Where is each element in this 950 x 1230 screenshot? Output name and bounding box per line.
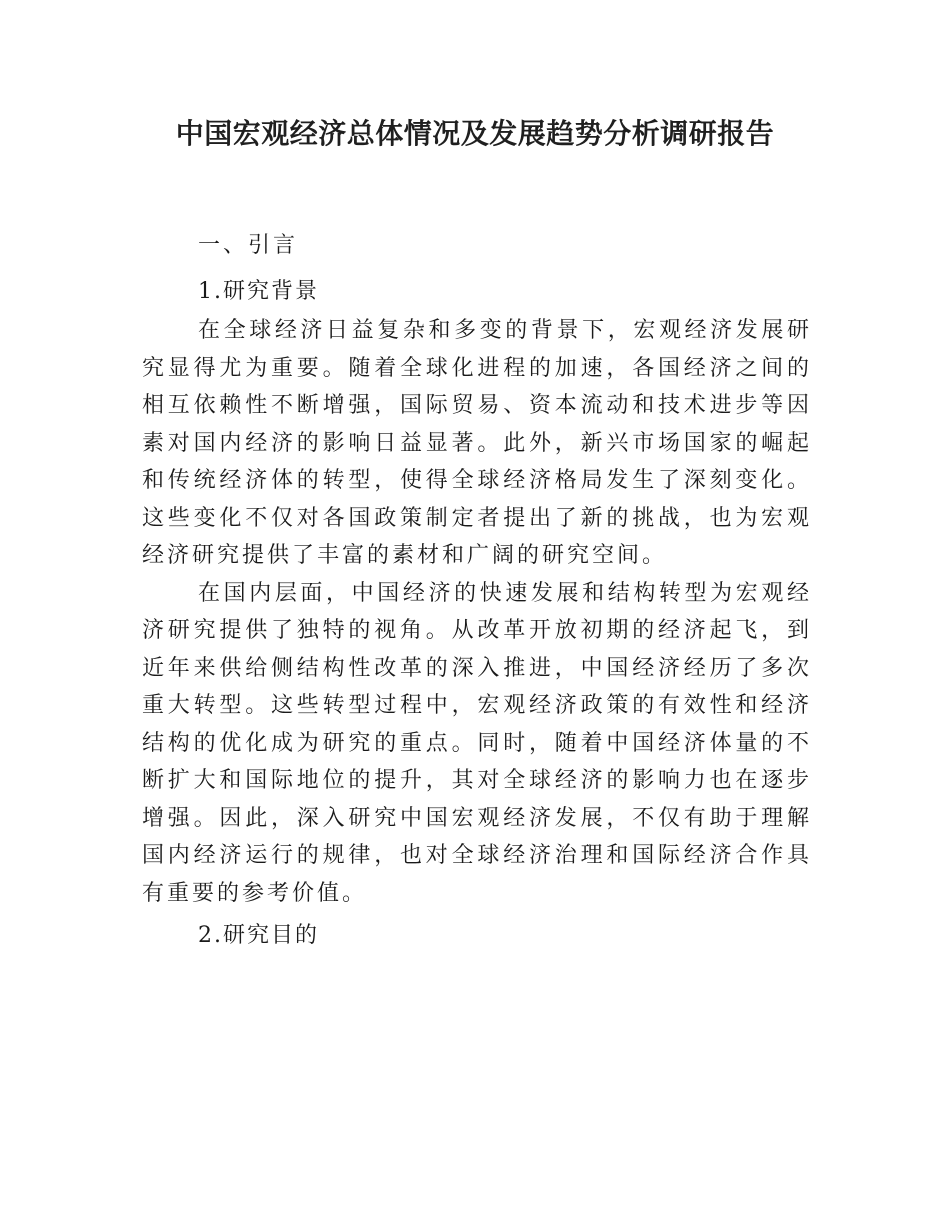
section-heading-introduction: 一、引言: [198, 233, 299, 258]
paragraph-background-global: 在全球经济日益复杂和多变的背景下，宏观经济发展研究显得尤为重要。随着全球化进程的加速，各国经济之间的相互依赖性不断增强，国际贸易、资本流动和技术进步等因素对国内经济的影响日益显著。此外，新兴市场国家的崛起和传统经济体的转型，使得全球经济格局发生了深刻变化。这些变化不仅对各国政策制定者提出了新的挑战，也为宏观经济研究提供了丰富的素材和广阔的研究空间。: [142, 318, 812, 568]
paragraph-background-domestic: 在国内层面，中国经济的快速发展和结构转型为宏观经济研究提供了独特的视角。从改革开放初期的经济起飞，到近年来供给侧结构性改革的深入推进，中国经济经历了多次重大转型。这些转型过程中，宏观经济政策的有效性和经济结构的优化成为研究的重点。同时，随着中国经济体量的不断扩大和国际地位的提升，其对全球经济的影响力也在逐步增强。因此，深入研究中国宏观经济发展，不仅有助于理解国内经济运行的规律，也对全球经济治理和国际经济合作具有重要的参考价值。: [142, 580, 812, 906]
subsection-heading-background: 1.研究背景: [198, 279, 319, 304]
document-title: 中国宏观经济总体情况及发展趋势分析调研报告: [175, 117, 775, 150]
subsection-heading-purpose: 2.研究目的: [198, 923, 319, 948]
document-body: [142, 226, 812, 956]
